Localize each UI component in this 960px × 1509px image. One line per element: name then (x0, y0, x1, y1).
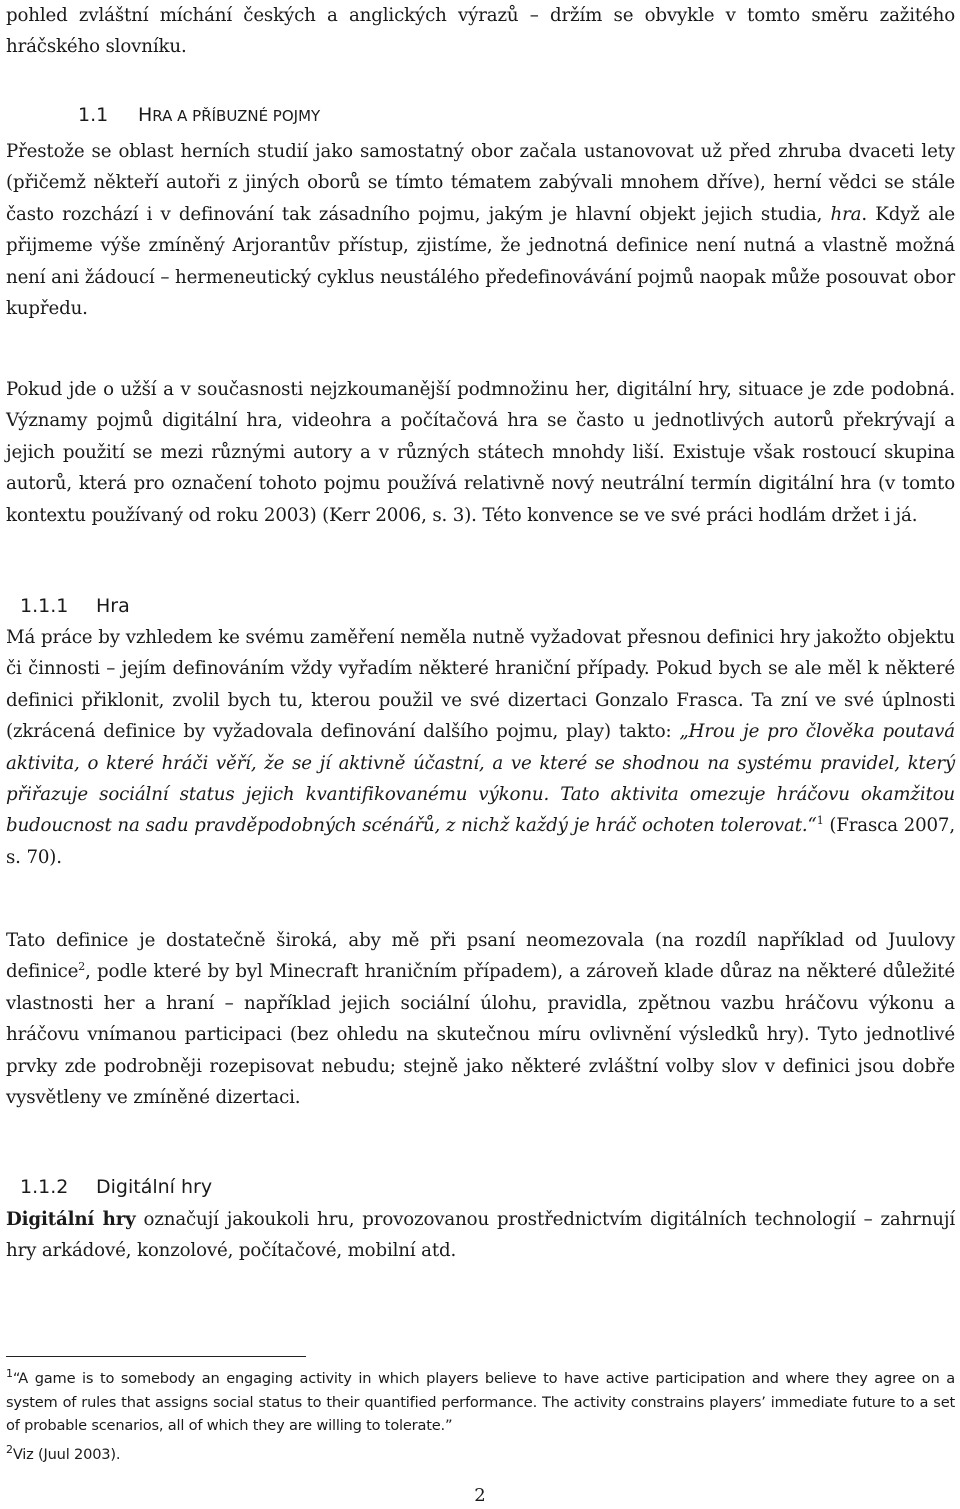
paragraph-1-text-end: . Když ale přijmeme výše zmíněný Arjorantův přístup, zjistíme, že jednotná definice není nutná a vlastně možná není ani žádoucí – hermeneutický cyklus neustálého předefinovávání pojmů naopak může posouvat obor kupředu. (6, 203, 955, 320)
footnote-2 (6, 1443, 955, 1467)
footnote-text: “A game is to somebody an engaging activity in which players believe to have active participation and where they agree on a system of rules that assigns social status to their quantified performance. The activity constrains players’ immediate future to a set of probable scenarios, all of which they are willing to tolerate.” (6, 1370, 955, 1435)
paragraph-4 (6, 925, 955, 1113)
paragraph-4-text: Tato definice je dostatečně široká, aby mě při psaní neomezovala (na rozdíl například od Juulovy definice (6, 930, 955, 983)
term-bold: Digitální hry (6, 1209, 136, 1230)
paragraph-3-text: Má práce by vzhledem ke svému zaměření neměla nutně vyžadovat přesnou definici hry jakožto objektu či činnosti – jejím definováním vždy vyřadím některé hraniční případy. Pokud bych se ale měl k některé definici přiklonit, zvolil bych tu, kterou použil ve své dizertaci Gonzalo Frasca. Ta zní ve své úplnosti (zkrácená definice by vyžadovala definování dalšího pojmu, play) takto: (6, 627, 955, 743)
section-number: 1.1 (78, 104, 109, 126)
paragraph-1 (6, 136, 955, 324)
footnote-mark: 2 (6, 1443, 13, 1457)
section-number: 1.1.2 (20, 1176, 69, 1198)
definition-quote: „Hrou je pro člověka poutavá aktivita, o které hráči věří, že se jí aktivně účastní, a ve které se shodnou na systému pravidel, který přiřazuje sociální status jejich kvantifikovanému výkonu. Tato aktivita omezuje hráčovu okamžitou budoucnost na sadu pravděpodobných scénářů, z nichž každý je hráč ochoten tolerovat.“ (6, 721, 955, 837)
footnote-mark: 1 (6, 1367, 13, 1381)
paragraph-3 (6, 622, 955, 873)
paragraph-intro: pohled zvláštní míchání českých a anglických výrazů – držím se obvykle v tomto směru zažitého hráčského slovníku. (6, 5, 955, 58)
footnote-separator (6, 1356, 306, 1357)
footnote-1 (6, 1367, 955, 1438)
section-title-rest: RA A PŘÍBUZNÉ POJMY (152, 107, 321, 125)
paragraph-3-citation: (Frasca 2007, s. 70). (6, 815, 955, 868)
section-heading-1-1-1 (20, 591, 130, 621)
section-title: Hra (96, 595, 130, 617)
footnote-text: Viz (Juul 2003). (12, 1446, 121, 1463)
section-heading-1-1 (78, 100, 320, 131)
footnote-ref-1[interactable]: 1 (816, 814, 824, 828)
paragraph-2: Pokud jde o užší a v současnosti nejzkoumanější podmnožinu her, digitální hry, situace je zde podobná. Významy pojmů digitální hra, videohra a počítačová hra se často u jednotlivých autorů překrývají a jejich použití se mezi různými autory a v různých státech mnohdy liší. Existuje však rostoucí skupina autorů, která pro označení tohoto pojmu používá relativně nový neutrální termín digitální hra (v tomto kontextu používaný od roku 2003) (Kerr 2006, s. 3). Této konvence se ve své práci hodlám držet i já. (6, 379, 955, 526)
footnote-ref-2[interactable]: 2 (78, 960, 86, 974)
paragraph-5-text: označují jakoukoli hru, provozovanou prostřednictvím digitálních technologií – zahrnují hry arkádové, konzolové, počítačové, mobilní atd. (6, 1209, 955, 1262)
page-number: 2 (474, 1485, 486, 1506)
section-title: Digitální hry (96, 1176, 213, 1198)
section-title-initial: H (138, 104, 153, 126)
paragraph-1-italic: hra (830, 203, 862, 225)
paragraph-1-text: Přestože se oblast herních studií jako samostatný obor začala ustanovovat už před zhruba dvaceti lety (přičemž někteří autoři z jiných oborů se tímto tématem zabývali mnohem dříve), herní vědci se stále často rozchází i v definování tak zásadního pojmu, jakým je hlavní objekt jejich studia, (6, 141, 955, 225)
paragraph-5 (6, 1204, 955, 1267)
section-heading-1-1-2 (20, 1172, 212, 1202)
section-number: 1.1.1 (20, 595, 69, 617)
paragraph-4-text-end: , podle které by byl Minecraft hraničním případem), a zároveň klade důraz na některé důležité vlastnosti her a hraní – například jejich sociální úlohu, pravidla, zpětnou vazbu hráčovu výkonu a hráčovu vnímanou participaci (bez ohledu na skutečnou míru ovlivnění výsledků hry). Tyto jednotlivé prvky zde podrobněji rozepisovat nebudu; stejně jako některé zvláštní volby slov v definici jsou dobře vysvětleny ve zmíněné dizertaci. (6, 961, 955, 1109)
